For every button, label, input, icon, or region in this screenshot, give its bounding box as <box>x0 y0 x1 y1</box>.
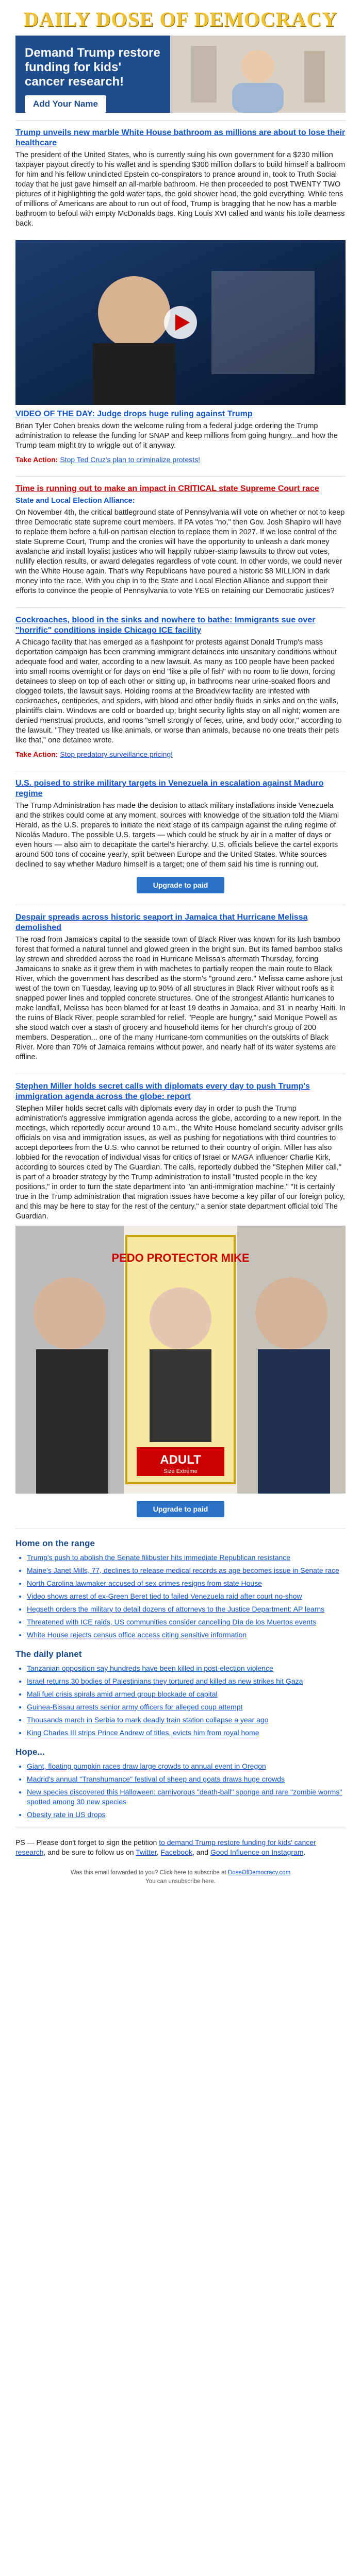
upgrade-to-paid-button[interactable]: Upgrade to paid <box>137 877 225 893</box>
promo-headline: Demand Trump restore funding for kids' cancer research! <box>25 46 160 89</box>
take-action-label: Take Action: <box>15 750 58 758</box>
list-item[interactable]: • King Charles III strips Prince Andrew of titles, evicts him from royal home <box>27 1728 346 1738</box>
list-item[interactable]: • Giant, floating pumpkin races draw large crowds to annual event in Oregon <box>27 1761 346 1771</box>
list-item[interactable]: • Obesity rate in US drops <box>27 1810 346 1820</box>
ps-text: PS — Please don't forget to sign the petition <box>15 1838 157 1846</box>
list-item[interactable]: • Thousands march in Serbia to mark deadly train station collapse a year ago <box>27 1715 346 1725</box>
divider <box>15 607 346 608</box>
article-body: The president of the United States, who is currently suing his own government for a $230 million taxpayer payout directly to his wallet and is spending $300 million dollars to build himself a ballroom for him and his fellow unindicted Epstein co-conspirators to prance around in, took to Truth Social today that he just gave himself an all-marble bathroom. He then proceeded to post TWENTY TWO pictures of it highlighting the gold water taps, the gold shower head, the gold everything. While tens of millions of Americans are about to run out of food, Trump is bragging that he now has a marble bathroom to befoul with empty McDonalds bags. King Louis XVI called and wants his toile dearness back. <box>15 151 346 228</box>
ps-end: . <box>303 1848 306 1856</box>
take-action-label: Take Action: <box>15 455 58 464</box>
article-body: Stephen Miller holds secret calls with diplomats every day in order to push the Trump administration's aggressive immigration agenda across the globe, according to a new report. In the meetings, which reportedly occur around 10 a.m., the White House homeland security adviser grills officials on visa and immigration issues, as well as pushing for negotiations with third countries to accept deportees from the U.S. who cannot be returned to their country of origin. Miller has also lobbied for the revocation of individual visas for critics of Israel or MAGA influencer Charlie Kirk, according to sources cited by The Guardian. The calls, reportedly dubbed the "Stephen Miller call," is part of a broader strategy by the Trump administration to install "trusted people in the key positions," in order to turn the state department into "an anti-immigration machine." "It is certainly true in the Trump administration that migration issues have become a key pillar of our foreign policy, and this may be here to stay for the rest of the century," a senior state department official told The Guardian. <box>15 1105 345 1221</box>
article-body: A Chicago facility that has emerged as a flashpoint for protests against Donald Trump's mass deportation campaign has been cramming immigrant detainees into unsanitary conditions without adequate food and water, according to a new lawsuit. As many as 100 people have been packed into small rooms overnight or for days on end "like a pile of fish" with no room to lie down, forcing detainees to sleep on top of each other or sitting up, in bathrooms near urine-soaked floors and clogged toilets, the lawsuit says. Holding rooms at the Broadview facility are infested with cockroaches, centipedes, and spiders, with blood and other bodily fluids in sinks and on the walls, plaintiffs claim. Windows are cold or boarded up; bright security lights stay on all night; women are denied menstrual products, and rooms "smell strongly of feces, urine, and body odor," according to the lawsuit. "They treated us like animals, or worse than animals, because no one treats their pets like that," one detainee wrote. <box>15 638 342 744</box>
article-body: Brian Tyler Cohen breaks down the welcome ruling from a federal judge ordering the Trump administration to release the funding for SNAP and keep millions from going hungry...and how the Trump team might try to wriggle out of it anyway. <box>15 422 338 450</box>
article-body: On November 4th, the critical battleground state of Pennsylvania will vote on whether or not to keep three Democratic state supreme court members. If PA votes "no," then Gov. Josh Shapiro will have to replace them before a full-on partisan election to replace them in 2027. If we lose control of the state Supreme Court, Trump and the cronies will have the opportunity to unleash a dark money avalanche and install loyalist justices who will happily rubber-stamp lawsuits to throw out votes, nullify election results, or award delegates regardless of vote count. In other words, we could never win the White House again. That's why Republicans have poured a historic $8 MILLION in dark money into the race. With you chip in to the State and Local Election Alliance and support their efforts to convince the people of Pennsylvania to vote YES on retaining our Democratic justices? <box>15 509 345 595</box>
poster-footer: Size Extreme <box>163 1468 198 1475</box>
video-thumbnail[interactable] <box>15 240 346 405</box>
article-ice-facility <box>15 615 346 759</box>
poster-title: PEDO PROTECTOR MIKE <box>111 1251 250 1264</box>
article-title[interactable]: U.S. poised to strike military targets in Venezuela in escalation against Maduro regime <box>15 779 324 798</box>
subscribe-link[interactable]: DoseOfDemocracy.com <box>227 1870 291 1876</box>
instagram-link[interactable]: Good Influence on Instagram <box>210 1848 304 1856</box>
article-stephen-miller <box>15 1081 346 1517</box>
facebook-link[interactable]: Facebook <box>160 1848 192 1856</box>
article-pa-supreme-court <box>15 484 346 596</box>
article-title[interactable]: Despair spreads across historic seaport in Jamaica that Hurricane Melissa demolished <box>15 913 308 932</box>
article-subtitle: State and Local Election Alliance: <box>15 497 135 505</box>
article-venezuela <box>15 778 346 893</box>
list-item[interactable]: • Israel returns 30 bodies of Palestinians they tortured and killed as new strikes hit Gaza <box>27 1676 346 1686</box>
section-heading: Hope... <box>15 1747 45 1757</box>
poster-subtitle: ADULT <box>160 1453 201 1467</box>
list-item[interactable]: • Madrid's annual "Transhumance" festival of sheep and goats draws huge crowds <box>27 1774 346 1784</box>
home-on-the-range-section <box>15 1538 346 1640</box>
upgrade-to-paid-button[interactable]: Upgrade to paid <box>137 1501 225 1517</box>
newsletter-title: DAILY DOSE OF DEMOCRACY <box>23 8 338 31</box>
video-thumbnail-image <box>15 240 346 405</box>
ps-after: , and be sure to follow us on <box>43 1848 134 1856</box>
list-item[interactable]: • North Carolina lawmaker accused of sex crimes resigns from state House <box>27 1579 346 1588</box>
child-hospital-illustration <box>170 36 346 113</box>
footer <box>15 1869 346 1886</box>
list-item[interactable]: • Maine's Janet Mills, 77, declines to release medical records as age becomes issue in Senate race <box>27 1566 346 1575</box>
postscript: PS — Please don't forget to sign the petition to demand Trump restore funding for kids' cancer research, and be sure to follow us on Twitter, Facebook, and Good Influence on Instagram. <box>15 1838 316 1856</box>
list-item[interactable]: • White House rejects census office access citing sensitive information <box>27 1630 346 1640</box>
unsubscribe-text[interactable]: You can unsubscribe here. <box>145 1878 216 1885</box>
divider <box>15 120 346 121</box>
pedo-protector-poster <box>15 1226 346 1494</box>
footer-forwarded <box>15 1869 346 1877</box>
list-item[interactable]: • Video shows arrest of ex-Green Beret tied to failed Venezuela raid after court no-show <box>27 1591 346 1601</box>
take-action-link[interactable]: Stop predatory surveillance pricing! <box>60 750 173 758</box>
list-item[interactable]: • Hegseth orders the military to detail dozens of attorneys to the Justice Department: AP learns <box>27 1604 346 1614</box>
twitter-link[interactable]: Twitter <box>136 1848 157 1856</box>
article-jamaica <box>15 912 346 1062</box>
list-item[interactable]: • Threatened with ICE raids, US communities consider cancelling Día de los Muertos events <box>27 1617 346 1627</box>
article-video-of-day <box>15 240 346 465</box>
poster-image <box>15 1226 346 1494</box>
list-item[interactable]: • Trump's push to abolish the Senate filibuster hits immediate Republican resistance <box>27 1553 346 1563</box>
add-your-name-button[interactable]: Add Your Name <box>25 95 106 113</box>
take-action-link[interactable]: Stop Ted Cruz's plan to criminalize protests! <box>60 455 201 464</box>
article-body: The road from Jamaica's capital to the seaside town of Black River was known for its lush bamboo forest that formed a natural tunnel and glowed green in the bright sun. But its famed bamboo stalks lay strewn and shredded across the road in Hurricane Melissa's aftermath Thursday, forcing Jamaicans to snake as it grew them in with machetes to partially reopen the main route to Black River, which the government has described as the storm's "ground zero." Melissa came ashore just west of the town on Tuesday, leaving up to 90% of all structures in Black River without roofs as it snapped power lines and toppled concrete structures. One of the strongest Atlantic hurricanes to make landfall, Melissa has been blamed for at least 19 deaths in Jamaica, and 31 in nearby Haiti. In the ruins of Black River, people scrambled for relief. "People are hungry," said Monique Powell as she stood watch over a stash of grocery and household items for her church's group of 200 members. Desperation... one of the many Hurricane-torn communities on the outskirts of Black River. More than 70% of Jamaica remains without power, and nearly half of its water systems are offline. <box>15 936 346 1061</box>
article-title[interactable]: Stephen Miller holds secret calls with diplomats every day to push Trump's immigration agenda across the globe: report <box>15 1082 310 1101</box>
article-body: The Trump Administration has made the decision to attack military installations inside Venezuela and the strikes could come at any moment, sources with knowledge of the situation told the Miami Herald, as the U.S. prepares to initiate the next stage of its campaign against the ruling regime of Nicolás Maduro. The possible U.S. targets — which could be struck by air in a matter of days or even hours — also aim to decapitate the cartel's hierarchy. U.S. officials believe the cartel exports around 500 tons of cocaine yearly, split between Europe and the United States. White sources declined to say whether Maduro himself is a target; one of them said his time is running out. <box>15 802 339 869</box>
footer-line1: Was this email forwarded to you? Click here to subscribe at <box>70 1870 226 1876</box>
hope-section <box>15 1747 346 1820</box>
divider <box>15 476 346 477</box>
list-item[interactable]: • Mali fuel crisis spirals amid armed group blockade of capital <box>27 1689 346 1699</box>
section-heading: The daily planet <box>15 1649 82 1659</box>
article-marble-bathroom <box>15 128 346 229</box>
section-heading: Home on the range <box>15 1538 95 1548</box>
take-action <box>15 750 346 759</box>
daily-planet-section <box>15 1649 346 1738</box>
article-title[interactable]: Trump unveils new marble White House bathroom as millions are about to lose their healthcare <box>15 128 346 147</box>
article-title[interactable]: Time is running out to make an impact in CRITICAL state Supreme Court race <box>15 484 319 493</box>
ps-petition-link[interactable]: to demand Trump restore funding for kids' cancer research <box>15 1838 316 1856</box>
article-title[interactable]: Cockroaches, blood in the sinks and nowhere to bathe: Immigrants sue over "horrific" conditions inside Chicago ICE facility <box>15 616 316 635</box>
promo-image <box>170 36 346 113</box>
list-item[interactable]: • Guinea-Bissau arrests senior army officers for alleged coup attempt <box>27 1702 346 1712</box>
masthead <box>0 0 361 36</box>
list-item[interactable]: • New species discovered this Halloween: carnivorous "death-ball" sponge and rare "zombie worms" spotted among 30 new species <box>27 1787 346 1807</box>
ps-and: , and <box>192 1848 209 1856</box>
article-title[interactable]: VIDEO OF THE DAY: Judge drops huge ruling against Trump <box>15 410 253 418</box>
petition-promo-banner[interactable] <box>15 36 346 113</box>
take-action <box>15 455 346 465</box>
list-item[interactable]: • Tanzanian opposition say hundreds have been killed in post-election violence <box>27 1664 346 1673</box>
